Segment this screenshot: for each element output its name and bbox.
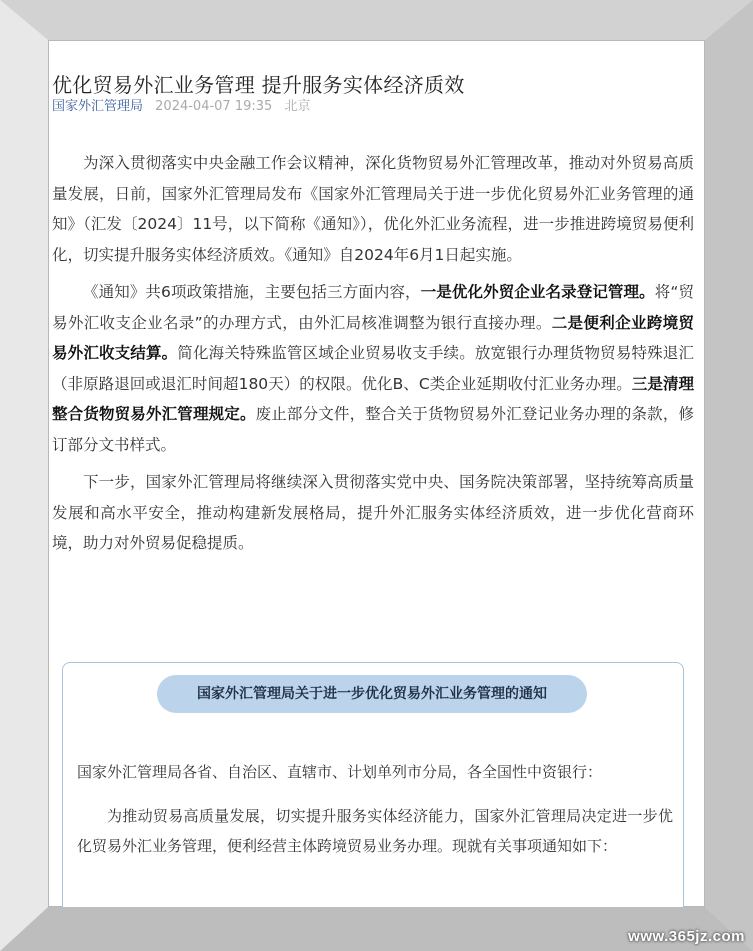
- article-meta: [52, 98, 310, 116]
- article-paragraph: [52, 467, 694, 559]
- article-text: 将“贸易外汇收支企业名录”的办理方式，由外汇局核准调整为银行直接办理。: [52, 283, 694, 332]
- article-source-link[interactable]: 国家外汇管理局: [52, 99, 144, 114]
- article-highlight: 三是清理整合货物贸易外汇管理规定。: [52, 374, 694, 423]
- article-text: 为深入贯彻落实中央金融工作会议精神，深化货物贸易外汇管理改革，推动对外贸易高质量发展，日前，国家外汇管理局发布《国家外汇管理局关于进一步优化贸易外汇业务管理的通知》（汇发〔2024〕11号，以下简称《通知》），优化外汇业务流程，进一步推进跨境贸易便利化，切实提升服务实体经济质效。《通知》自2024年6月1日起实施。: [52, 154, 694, 264]
- article-page: [48, 40, 705, 907]
- article-title: 优化贸易外汇业务管理 提升服务实体经济质效: [52, 73, 465, 98]
- notice-addressee: 国家外汇管理局各省、自治区、直辖市、计划单列市分局，各全国性中资银行：: [77, 763, 603, 781]
- frame-bevel-right: [705, 0, 753, 951]
- notice-card: [62, 662, 684, 907]
- article-highlight: 一是优化外贸企业名录登记管理。: [420, 283, 655, 301]
- article-text: 废止部分文件，整合关于货物贸易外汇登记业务办理的条款，修订部分文书样式。: [52, 405, 694, 454]
- notice-paragraph: 为推动贸易高质量发展，切实提升服务实体经济能力，国家外汇管理局决定进一步优化贸易外汇业务管理，便利经营主体跨境贸易业务办理。现就有关事项通知如下：: [77, 807, 673, 855]
- site-watermark: www.365jz.com: [628, 928, 745, 945]
- article-highlight: 二是便利企业跨境贸易外汇收支结算。: [52, 313, 694, 362]
- notice-title-pill: 国家外汇管理局关于进一步优化贸易外汇业务管理的通知: [157, 675, 587, 713]
- frame-bevel-top: [0, 0, 753, 40]
- frame-bevel-left: [0, 0, 48, 951]
- article-location: 北京: [284, 99, 311, 114]
- article-text: 简化海关特殊监管区域企业贸易收支手续。放宽银行办理货物贸易特殊退汇（非原路退回或退汇时间超180天）的权限。优化B、C类企业延期收付汇业务办理。: [52, 344, 694, 393]
- article-body: [52, 148, 694, 566]
- article-paragraph: [52, 277, 694, 460]
- article-text: 《通知》共6项政策措施，主要包括三方面内容，: [83, 283, 421, 301]
- article-datetime: 2024-04-07 19:35: [155, 99, 273, 114]
- article-text: 下一步，国家外汇管理局将继续深入贯彻落实党中央、国务院决策部署，坚持统筹高质量发展和高水平安全，推动构建新发展格局，提升外汇服务实体经济质效，进一步优化营商环境，助力对外贸易促稳提质。: [52, 473, 694, 552]
- article-paragraph: [52, 148, 694, 270]
